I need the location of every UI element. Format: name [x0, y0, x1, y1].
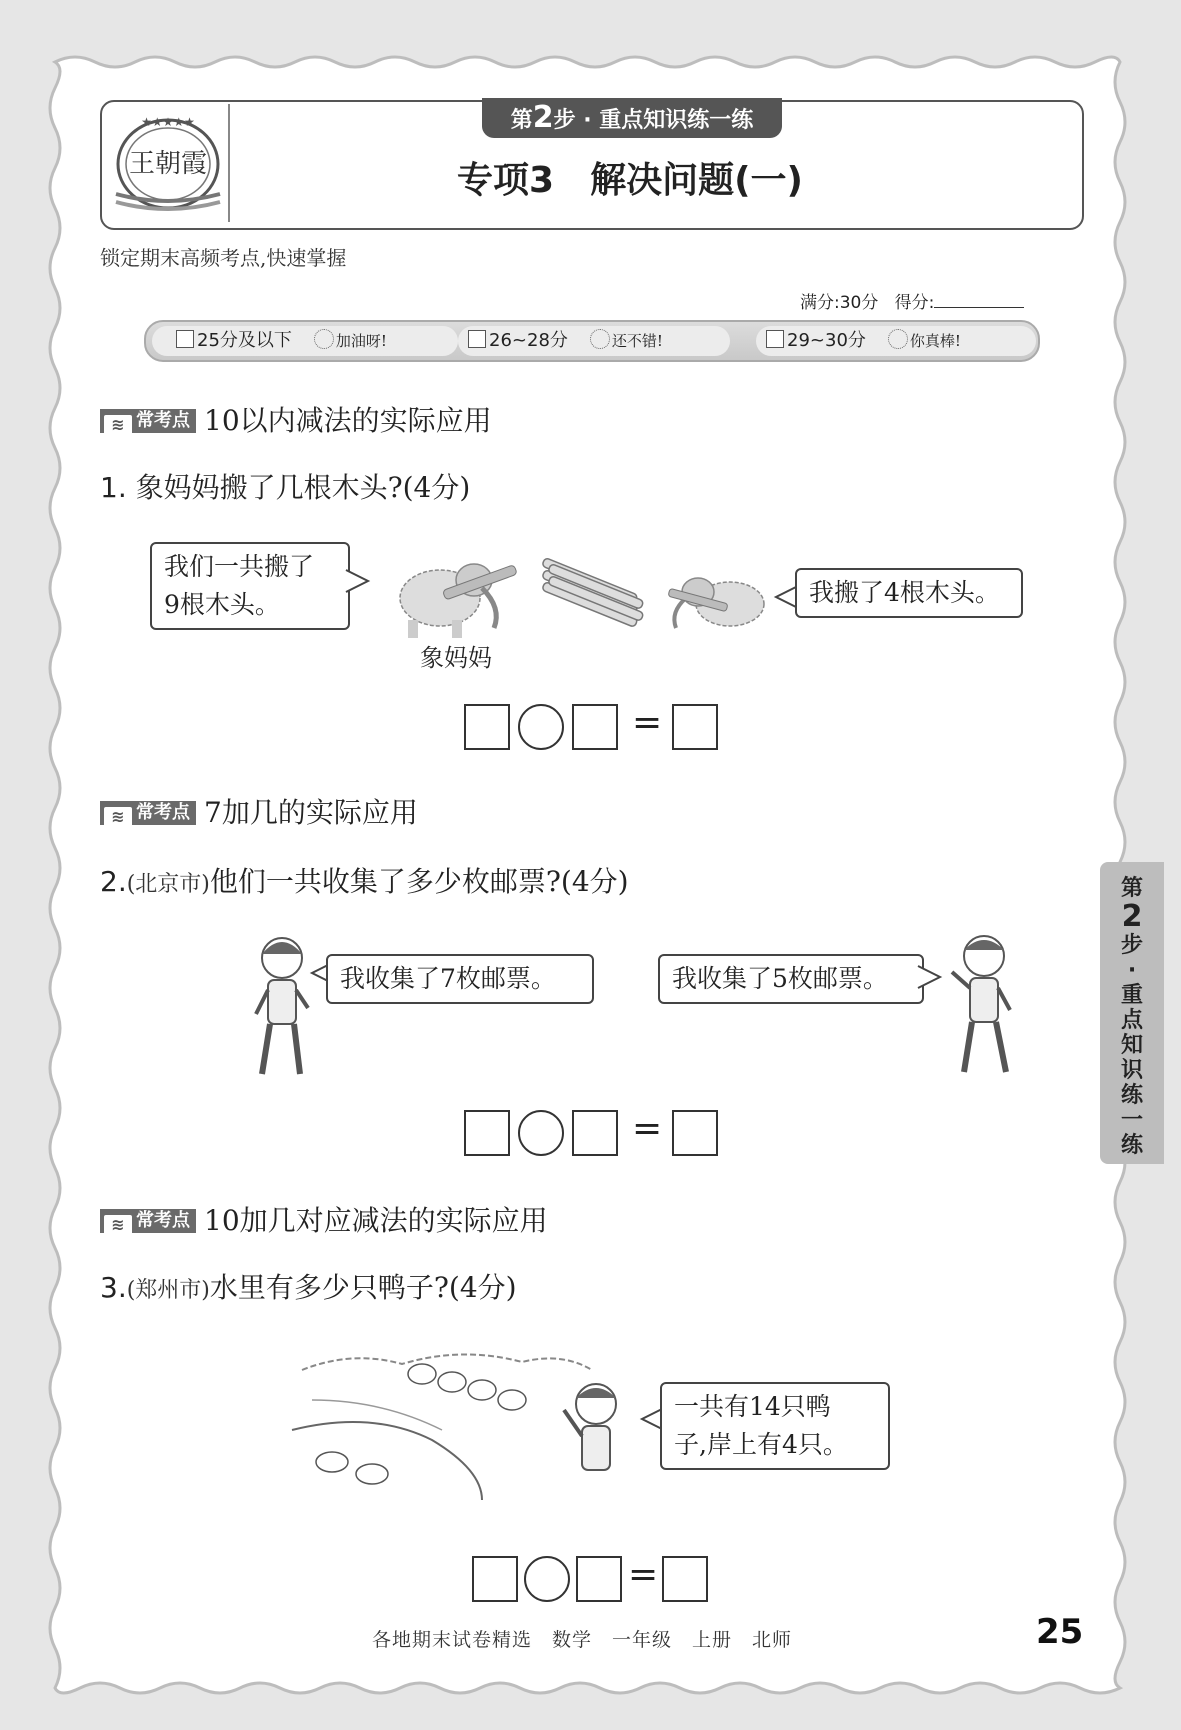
logs-pile-icon: [536, 566, 650, 632]
face-icon: [314, 329, 334, 349]
side-step-tab: 第 2 步 · 重 点 知 识 练 一 练: [1100, 862, 1164, 1164]
score-blank[interactable]: [934, 307, 1024, 308]
operator-circle[interactable]: [518, 704, 564, 750]
grade-option: [152, 326, 458, 356]
key-point-tag: ≋ 常考点: [100, 409, 196, 433]
grade-note: 加油呀!: [335, 332, 387, 350]
speech-bubble-right: 我收集了5枚邮票。: [658, 954, 924, 1004]
bubble-pointer: [918, 962, 942, 992]
score-label: 得分:: [894, 293, 935, 313]
answer-box[interactable]: [464, 1110, 510, 1156]
answer-box[interactable]: [672, 704, 718, 750]
grade-note: 还不错!: [611, 332, 663, 350]
grade-range: 29~30分: [787, 330, 866, 351]
answer-box[interactable]: [672, 1110, 718, 1156]
wave-icon: ≋: [104, 1215, 132, 1235]
wave-icon: ≋: [104, 807, 132, 827]
question-1: 1. 象妈妈搬了几根木头?(4分): [100, 471, 471, 504]
answer-equation: [472, 1556, 732, 1602]
answer-equation: [464, 704, 724, 750]
grade-option: [756, 326, 1036, 356]
subtitle: 锁定期末高频考点,快速掌握: [100, 246, 347, 270]
answer-box[interactable]: [576, 1556, 622, 1602]
grade-note: 你真棒!: [909, 332, 961, 350]
speech-bubble-left: 我们一共搬了 9根木头。: [150, 542, 350, 630]
grade-range: 26~28分: [489, 330, 568, 351]
page-title: 专项3 解决问题(一): [457, 160, 803, 201]
page-number: 25: [1036, 1612, 1084, 1652]
question-3: 3.(郑州市)水里有多少只鸭子?(4分): [100, 1271, 517, 1304]
girl-icon: [252, 934, 314, 1080]
grade-bar: [144, 320, 1040, 362]
answer-box[interactable]: [464, 704, 510, 750]
speech-bubble-right: 一共有14只鸭 子,岸上有4只。: [660, 1382, 890, 1470]
grade-option: [458, 326, 730, 356]
operator-circle[interactable]: [524, 1556, 570, 1602]
elephant-baby-icon: [664, 562, 776, 638]
equals-sign: =: [632, 1108, 663, 1149]
answer-box[interactable]: [572, 704, 618, 750]
score-line: [800, 288, 1024, 313]
svg-text:王朝霞: 王朝霞: [128, 149, 208, 179]
equals-sign: =: [632, 702, 663, 743]
key-point-heading: ≋ 常考点 10以内减法的实际应用: [100, 404, 492, 438]
key-point-heading: ≋ 常考点 10加几对应减法的实际应用: [100, 1204, 548, 1238]
face-icon: [590, 329, 610, 349]
publisher-logo: [108, 108, 228, 216]
boy-icon: [946, 932, 1018, 1078]
pond-ducks-icon: [292, 1340, 642, 1500]
face-icon: [888, 329, 908, 349]
key-point-tag: ≋ 常考点: [100, 1209, 196, 1233]
grade-range: 25分及以下: [197, 330, 292, 351]
wave-icon: ≋: [104, 415, 132, 435]
elephant-caption: 象妈妈: [420, 644, 492, 672]
key-point-heading: ≋ 常考点 7加几的实际应用: [100, 796, 418, 830]
answer-box[interactable]: [572, 1110, 618, 1156]
answer-box[interactable]: [662, 1556, 708, 1602]
speech-bubble-right: 我搬了4根木头。: [795, 568, 1023, 618]
answer-box[interactable]: [472, 1556, 518, 1602]
key-point-tag: ≋ 常考点: [100, 801, 196, 825]
equals-sign: =: [628, 1554, 659, 1595]
speech-bubble-left: 我收集了7枚邮票。: [326, 954, 594, 1004]
grade-checkbox[interactable]: [468, 330, 486, 348]
grade-checkbox[interactable]: [176, 330, 194, 348]
question-2: 2.(北京市)他们一共收集了多少枚邮票?(4分): [100, 865, 629, 898]
footer-text: 各地期末试卷精选 数学 一年级 上册 北师: [372, 1629, 793, 1651]
svg-text:★★★★★: ★★★★★: [141, 115, 195, 129]
grade-checkbox[interactable]: [766, 330, 784, 348]
full-score: 满分:30分: [800, 293, 879, 313]
answer-equation: [464, 1110, 724, 1156]
elephant-mother-icon: [382, 548, 522, 640]
bubble-pointer: [346, 566, 370, 596]
step-tab: 第2步 · 重点知识练一练: [482, 98, 782, 138]
operator-circle[interactable]: [518, 1110, 564, 1156]
logo-divider: [228, 104, 230, 222]
